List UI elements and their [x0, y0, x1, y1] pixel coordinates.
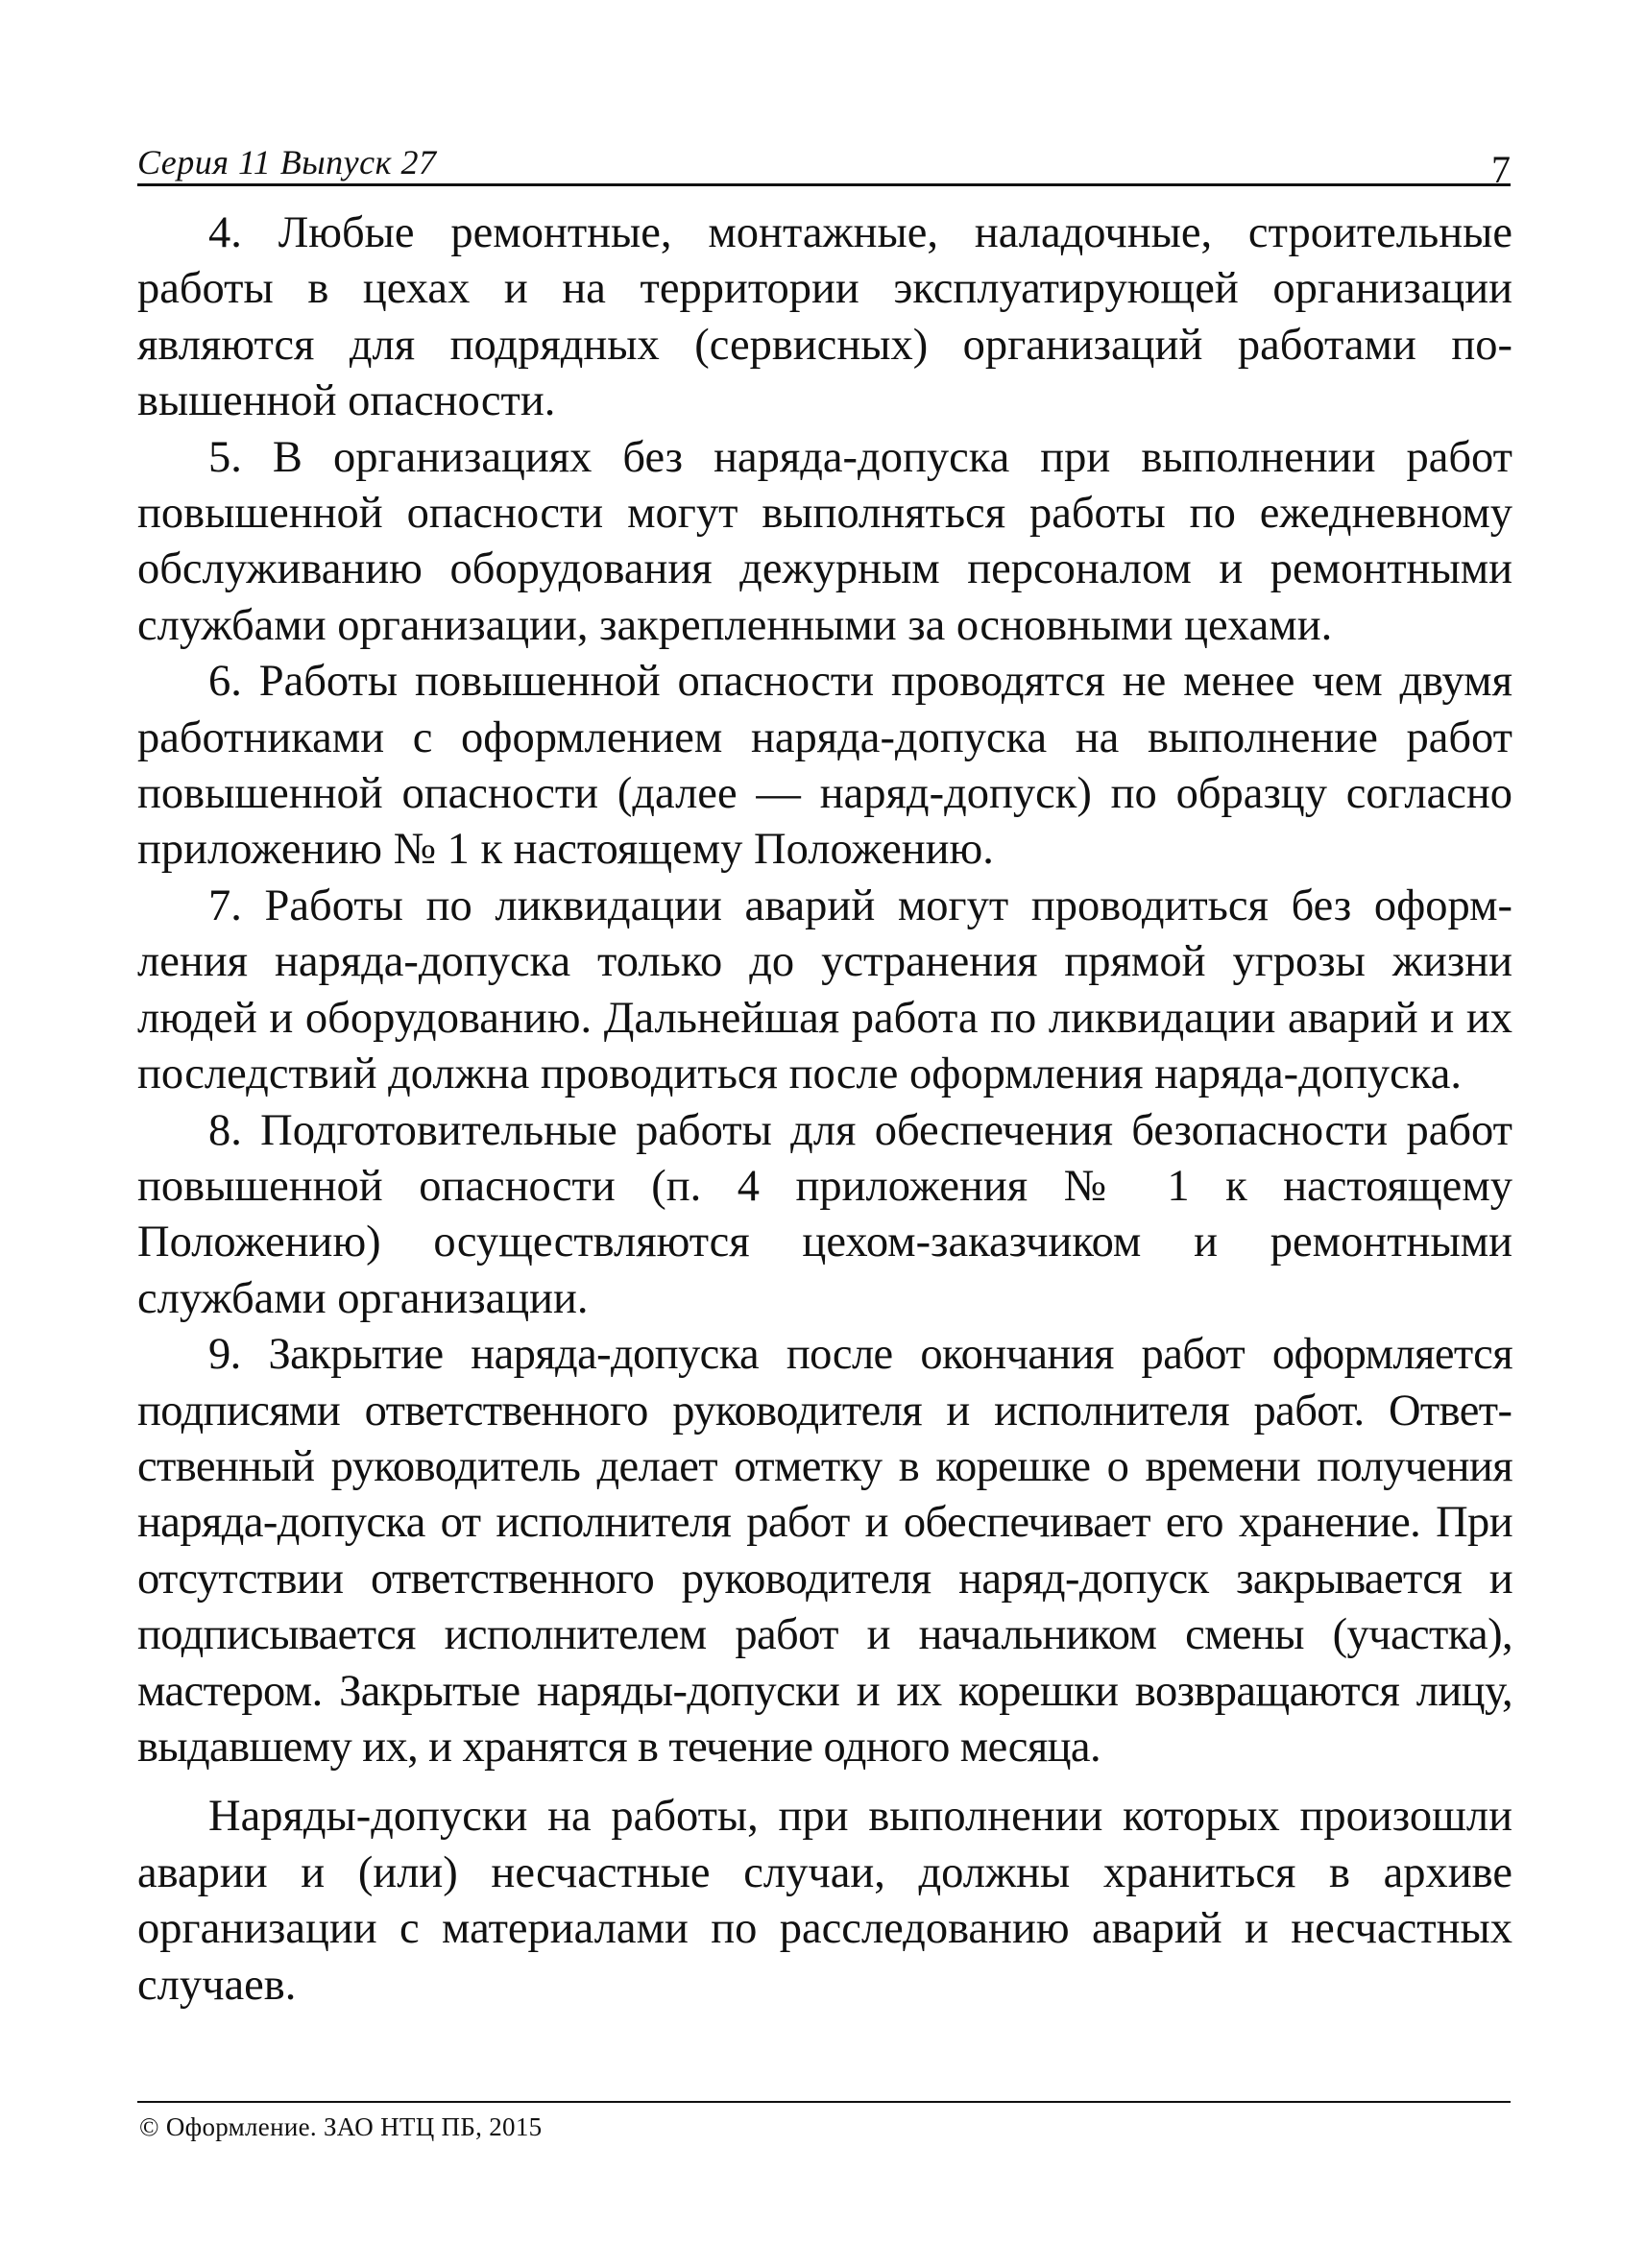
paragraph-item-4: 4. Любые ремонтные, монтажные, наладочные, строительные работы в цехах и на территории эксплуатирующей организации являются для подрядных (сервисных) организаций работами повышенной опасности.: [137, 208, 1512, 426]
page-number: 7: [1491, 148, 1511, 191]
paragraph-item-9: 9. Закрытие наряда-допуска после окончания работ оформляется подписями ответственного руководителя и исполнителя работ. Ответственный руководитель делает отметку в корешке о времени получения наряда-допуска от исполнителя работ и обеспечивает его хранение. При отсутствии ответственного руководителя наряд-допуск закрывается и подписывается исполнителем работ и начальником смены (участка), мастером. Закрытые наряды-допуски и их корешки возвращаются лицу, выдавшему их, и хранятся в течение одного месяца.: [137, 1330, 1512, 1772]
series-title: Серия 11 Выпуск 27: [137, 143, 437, 181]
paragraph-item-8: 8. Подготовительные работы для обеспечения безопасности работ повышенной опасности (п. 4 приложения № 1 к настоящему Положению) осуществляются цехом-заказчиком и ремонтными службами организации.: [137, 1105, 1512, 1323]
paragraph-archive-note: Наряды-допуски на работы, при выполнении которых произошли аварии и (или) несчастные случаи, должны храниться в архиве организации с материалами по расследованию аварий и несчастных случаев.: [137, 1792, 1512, 2010]
footer-divider: [137, 2101, 1511, 2103]
running-header: [137, 143, 1511, 191]
body-text: [137, 205, 1512, 2014]
paragraph-item-5: 5. В организациях без наряда-допуска при выполнении работ повышенной опасности могут выполняться работы по ежедневному обслуживанию оборудования дежурным персоналом и ремонтными службами организации, закрепленными за основными цехами.: [137, 432, 1512, 650]
copyright-notice: © Оформление. ЗАО НТЦ ПБ, 2015: [139, 2112, 543, 2141]
paragraph-item-6: 6. Работы повышенной опасности проводятся не менее чем двумя работниками с оформлением наряда-допуска на выполнение работ повышенной опасности (далее — наряд-допуск) по образцу согласно приложению № 1 к настоящему Положению.: [137, 657, 1512, 875]
header-divider: [137, 183, 1511, 186]
paragraph-item-7: 7. Работы по ликвидации аварий могут проводиться без оформления наряда-допуска только до устранения прямой угрозы жизни людей и оборудованию. Дальнейшая работа по ликвидации аварий и их последствий должна проводиться после оформления наряда-допуска.: [137, 881, 1512, 1099]
